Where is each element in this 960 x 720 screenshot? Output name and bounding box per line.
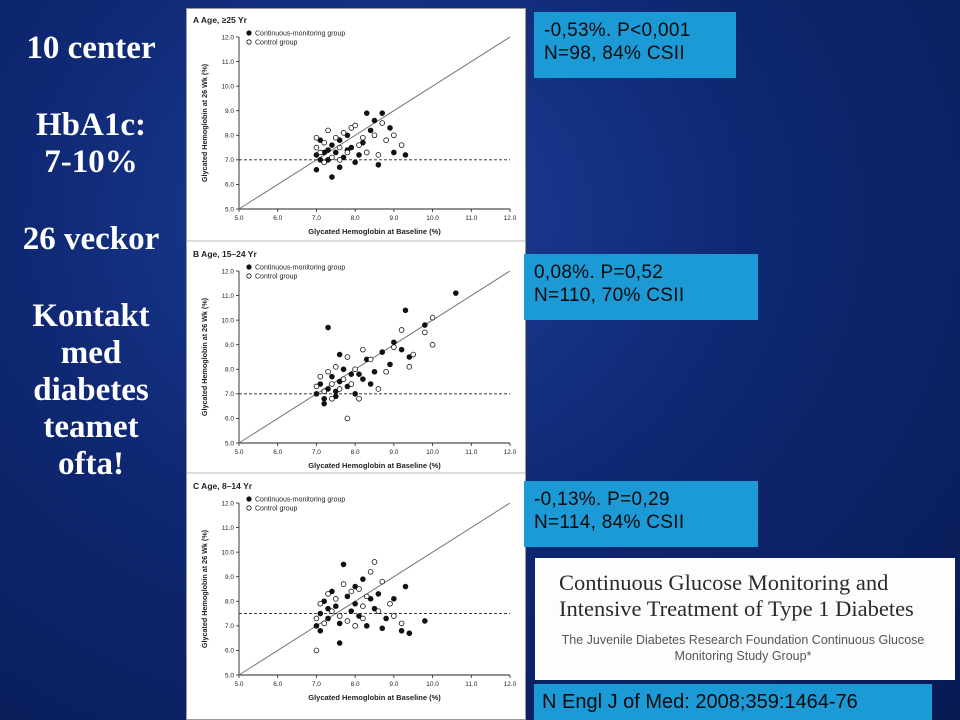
cgm-point bbox=[380, 626, 385, 631]
chart-a-title: A Age, ≥25 Yr bbox=[193, 15, 247, 25]
x-tick-label: 6.0 bbox=[273, 681, 283, 688]
control-point bbox=[376, 153, 381, 158]
chart-a-y-label: Glycated Hemoglobin at 26 Wk (%) bbox=[200, 63, 209, 183]
x-tick-label: 5.0 bbox=[234, 449, 244, 456]
cgm-point bbox=[314, 167, 319, 172]
cgm-point bbox=[349, 372, 354, 377]
control-point bbox=[337, 387, 342, 392]
x-tick-label: 10.0 bbox=[426, 449, 439, 456]
cgm-point bbox=[399, 347, 404, 352]
chart-b bbox=[187, 241, 525, 470]
center-count-text: 10 center bbox=[26, 30, 156, 66]
x-tick-label: 9.0 bbox=[389, 449, 399, 456]
y-tick-label: 5.0 bbox=[224, 206, 234, 214]
chart-b-x-label: Glycated Hemoglobin at Baseline (%) bbox=[308, 461, 441, 470]
control-point bbox=[337, 145, 342, 150]
cgm-point bbox=[353, 391, 358, 396]
x-tick-label: 12.0 bbox=[503, 681, 517, 688]
control-point bbox=[430, 342, 435, 347]
x-tick-label: 12.0 bbox=[503, 215, 517, 222]
legend-label: Continuous-monitoring group bbox=[255, 264, 346, 272]
control-point bbox=[399, 328, 404, 333]
control-point bbox=[380, 579, 385, 584]
chart-b-title: B Age, 15–24 Yr bbox=[193, 249, 257, 259]
control-point bbox=[368, 569, 373, 574]
x-tick-label: 6.0 bbox=[273, 215, 283, 222]
legend-marker bbox=[247, 265, 251, 269]
scatter-charts bbox=[187, 9, 525, 719]
center-count bbox=[8, 30, 174, 67]
legend-label: Continuous-monitoring group bbox=[255, 496, 346, 504]
cgm-point bbox=[337, 641, 342, 646]
control-point bbox=[360, 604, 365, 609]
y-tick-label: 6.0 bbox=[224, 415, 234, 423]
chart-c-title: C Age, 8–14 Yr bbox=[193, 481, 253, 491]
duration bbox=[8, 221, 174, 258]
control-point bbox=[314, 648, 319, 653]
control-point bbox=[326, 592, 331, 597]
x-tick-label: 9.0 bbox=[389, 681, 399, 688]
y-tick-label: 10.0 bbox=[221, 317, 234, 325]
control-point bbox=[322, 160, 327, 165]
hba1c-range bbox=[8, 107, 174, 181]
legend-label: Control group bbox=[255, 273, 298, 281]
y-tick-label: 6.0 bbox=[224, 647, 234, 655]
control-point bbox=[314, 384, 319, 389]
y-tick-label: 12.0 bbox=[221, 500, 234, 508]
control-point bbox=[333, 596, 338, 601]
legend-label: Continuous-monitoring group bbox=[255, 30, 346, 38]
chart-b-identity-line bbox=[239, 271, 510, 443]
control-point bbox=[341, 377, 346, 382]
cgm-point bbox=[322, 396, 327, 401]
cgm-point bbox=[364, 623, 369, 628]
control-point bbox=[314, 135, 319, 140]
duration-text: 26 veckor bbox=[22, 221, 160, 257]
control-point bbox=[376, 609, 381, 614]
chart-c-x-label: Glycated Hemoglobin at Baseline (%) bbox=[308, 693, 441, 702]
chart-a bbox=[193, 15, 517, 236]
y-tick-label: 8.0 bbox=[224, 598, 234, 606]
cgm-point bbox=[422, 323, 427, 328]
control-point bbox=[345, 416, 350, 421]
cgm-point bbox=[330, 143, 335, 148]
control-point bbox=[388, 601, 393, 606]
article-title-line1: Continuous Glucose Monitoring and bbox=[559, 570, 889, 595]
control-point bbox=[349, 589, 354, 594]
annotation-c-line1: -0,13%. P=0,29 bbox=[534, 489, 670, 510]
control-point bbox=[399, 143, 404, 148]
y-tick-label: 8.0 bbox=[224, 132, 234, 140]
control-point bbox=[391, 133, 396, 138]
control-point bbox=[391, 345, 396, 350]
article-title-line2: Intensive Treatment of Type 1 Diabetes bbox=[559, 596, 914, 621]
control-point bbox=[407, 364, 412, 369]
legend-marker bbox=[247, 274, 251, 278]
control-point bbox=[345, 150, 350, 155]
y-tick-label: 7.0 bbox=[224, 623, 234, 631]
control-point bbox=[318, 601, 323, 606]
control-point bbox=[364, 594, 369, 599]
cgm-point bbox=[330, 374, 335, 379]
cgm-point bbox=[322, 401, 327, 406]
x-tick-label: 8.0 bbox=[350, 215, 360, 222]
x-tick-label: 11.0 bbox=[465, 681, 478, 688]
y-tick-label: 5.0 bbox=[224, 440, 234, 448]
control-point bbox=[360, 347, 365, 352]
cgm-point bbox=[326, 325, 331, 330]
control-point bbox=[345, 355, 350, 360]
contact-line-5: ofta! bbox=[58, 446, 124, 482]
cgm-point bbox=[353, 601, 358, 606]
y-tick-label: 12.0 bbox=[221, 268, 234, 276]
hba1c-label: HbA1c: bbox=[36, 107, 146, 143]
contact-line-4: teamet bbox=[43, 409, 139, 445]
control-point bbox=[380, 121, 385, 126]
y-tick-label: 8.0 bbox=[224, 366, 234, 374]
control-point bbox=[337, 614, 342, 619]
x-tick-label: 7.0 bbox=[311, 449, 321, 456]
chart-b-y-label: Glycated Hemoglobin at 26 Wk (%) bbox=[200, 297, 209, 417]
cgm-point bbox=[388, 362, 393, 367]
annotation-age-15-24 bbox=[524, 254, 758, 320]
y-tick-label: 6.0 bbox=[224, 181, 234, 189]
y-tick-label: 11.0 bbox=[221, 58, 234, 66]
control-point bbox=[422, 330, 427, 335]
y-tick-label: 11.0 bbox=[221, 292, 234, 300]
cgm-point bbox=[337, 352, 342, 357]
legend-marker bbox=[247, 31, 251, 35]
control-point bbox=[314, 616, 319, 621]
cgm-point bbox=[353, 160, 358, 165]
control-point bbox=[333, 135, 338, 140]
control-point bbox=[391, 614, 396, 619]
y-tick-label: 7.0 bbox=[224, 157, 234, 165]
cgm-point bbox=[357, 153, 362, 158]
x-tick-label: 7.0 bbox=[311, 681, 321, 688]
cgm-point bbox=[337, 621, 342, 626]
cgm-point bbox=[368, 382, 373, 387]
annotation-b-line2: N=110, 70% CSII bbox=[534, 285, 685, 306]
chart-c bbox=[187, 473, 525, 702]
cgm-point bbox=[318, 611, 323, 616]
cgm-point bbox=[407, 631, 412, 636]
chart-a-x-label: Glycated Hemoglobin at Baseline (%) bbox=[308, 227, 441, 236]
control-point bbox=[326, 369, 331, 374]
control-point bbox=[326, 128, 331, 133]
x-tick-label: 5.0 bbox=[234, 681, 244, 688]
control-point bbox=[330, 609, 335, 614]
x-tick-label: 10.0 bbox=[426, 215, 439, 222]
legend-label: Control group bbox=[255, 505, 298, 513]
y-tick-label: 9.0 bbox=[224, 574, 234, 582]
control-point bbox=[322, 389, 327, 394]
control-point bbox=[333, 364, 338, 369]
cgm-point bbox=[399, 628, 404, 633]
control-point bbox=[349, 382, 354, 387]
cgm-point bbox=[326, 616, 331, 621]
control-point bbox=[322, 621, 327, 626]
hba1c-value: 7-10% bbox=[44, 144, 138, 180]
control-point bbox=[330, 396, 335, 401]
cgm-point bbox=[333, 150, 338, 155]
control-point bbox=[353, 367, 358, 372]
annotation-a-line1: -0,53%. P<0,001 bbox=[544, 20, 691, 41]
control-point bbox=[337, 157, 342, 162]
y-tick-label: 12.0 bbox=[221, 34, 234, 42]
legend-marker bbox=[247, 40, 251, 44]
chart-c-identity-line bbox=[239, 503, 510, 675]
x-tick-label: 8.0 bbox=[350, 681, 360, 688]
control-point bbox=[314, 145, 319, 150]
annotation-b-line1: 0,08%. P=0,52 bbox=[534, 262, 664, 283]
legend-marker bbox=[247, 506, 251, 510]
cgm-point bbox=[403, 584, 408, 589]
x-tick-label: 5.0 bbox=[234, 215, 244, 222]
cgm-point bbox=[368, 128, 373, 133]
contact-line-3: diabetes bbox=[33, 372, 149, 408]
control-point bbox=[364, 150, 369, 155]
annotation-age-25-plus bbox=[534, 12, 736, 78]
control-point bbox=[411, 352, 416, 357]
annotation-age-8-14 bbox=[524, 481, 758, 547]
control-point bbox=[368, 357, 373, 362]
cgm-point bbox=[388, 126, 393, 131]
y-tick-label: 10.0 bbox=[221, 549, 234, 557]
cgm-point bbox=[330, 175, 335, 180]
cgm-point bbox=[422, 619, 427, 624]
x-tick-label: 11.0 bbox=[465, 449, 478, 456]
article-title-clipping bbox=[535, 558, 955, 680]
control-point bbox=[384, 369, 389, 374]
x-tick-label: 10.0 bbox=[426, 681, 439, 688]
control-point bbox=[357, 587, 362, 592]
cgm-point bbox=[376, 592, 381, 597]
cgm-point bbox=[364, 111, 369, 116]
cgm-point bbox=[380, 350, 385, 355]
y-tick-label: 9.0 bbox=[224, 108, 234, 116]
contact-note bbox=[8, 298, 174, 483]
x-tick-label: 11.0 bbox=[465, 215, 478, 222]
cgm-point bbox=[341, 367, 346, 372]
control-point bbox=[372, 560, 377, 565]
control-point bbox=[360, 616, 365, 621]
contact-line-1: Kontakt bbox=[32, 298, 150, 334]
annotation-c-line2: N=114, 84% CSII bbox=[534, 512, 685, 533]
cgm-point bbox=[384, 616, 389, 621]
cgm-point bbox=[403, 308, 408, 313]
control-point bbox=[384, 138, 389, 143]
legend-label: Control group bbox=[255, 39, 298, 47]
y-tick-label: 7.0 bbox=[224, 391, 234, 399]
control-point bbox=[399, 621, 404, 626]
cgm-point bbox=[314, 623, 319, 628]
citation: N Engl J of Med: 2008;359:1464-76 bbox=[534, 684, 932, 720]
x-tick-label: 8.0 bbox=[350, 449, 360, 456]
chart-c-y-label: Glycated Hemoglobin at 26 Wk (%) bbox=[200, 529, 209, 649]
cgm-point bbox=[376, 162, 381, 167]
cgm-point bbox=[341, 562, 346, 567]
control-point bbox=[318, 374, 323, 379]
x-tick-label: 9.0 bbox=[389, 215, 399, 222]
control-point bbox=[322, 140, 327, 145]
y-tick-label: 9.0 bbox=[224, 342, 234, 350]
control-point bbox=[357, 396, 362, 401]
cgm-point bbox=[391, 150, 396, 155]
annotation-a-line2: N=98, 84% CSII bbox=[544, 43, 685, 64]
control-point bbox=[353, 623, 358, 628]
control-point bbox=[430, 315, 435, 320]
control-point bbox=[376, 387, 381, 392]
cgm-point bbox=[314, 391, 319, 396]
scatter-charts-panel bbox=[186, 8, 526, 720]
cgm-point bbox=[372, 369, 377, 374]
control-point bbox=[357, 143, 362, 148]
cgm-point bbox=[380, 111, 385, 116]
y-tick-label: 10.0 bbox=[221, 83, 234, 91]
x-tick-label: 12.0 bbox=[503, 449, 517, 456]
cgm-point bbox=[349, 609, 354, 614]
cgm-point bbox=[337, 165, 342, 170]
control-point bbox=[345, 619, 350, 624]
cgm-point bbox=[372, 118, 377, 123]
cgm-point bbox=[360, 377, 365, 382]
x-tick-label: 6.0 bbox=[273, 449, 283, 456]
control-point bbox=[353, 123, 358, 128]
cgm-point bbox=[453, 291, 458, 296]
y-tick-label: 11.0 bbox=[221, 524, 234, 532]
cgm-point bbox=[318, 628, 323, 633]
legend-marker bbox=[247, 497, 251, 501]
y-tick-label: 5.0 bbox=[224, 672, 234, 680]
article-authors-line1: The Juvenile Diabetes Research Foundation Continuous Glucose bbox=[561, 633, 925, 647]
control-point bbox=[318, 150, 323, 155]
cgm-point bbox=[360, 577, 365, 582]
article-authors-line2: Monitoring Study Group* bbox=[674, 649, 812, 663]
cgm-point bbox=[357, 372, 362, 377]
control-point bbox=[360, 135, 365, 140]
control-point bbox=[330, 382, 335, 387]
left-text-panel bbox=[8, 30, 174, 523]
control-point bbox=[341, 582, 346, 587]
cgm-point bbox=[391, 596, 396, 601]
cgm-point bbox=[333, 604, 338, 609]
control-point bbox=[330, 155, 335, 160]
cgm-point bbox=[403, 153, 408, 158]
control-point bbox=[341, 130, 346, 135]
cgm-point bbox=[391, 340, 396, 345]
x-tick-label: 7.0 bbox=[311, 215, 321, 222]
cgm-point bbox=[345, 594, 350, 599]
control-point bbox=[372, 133, 377, 138]
contact-line-2: med bbox=[60, 335, 122, 371]
